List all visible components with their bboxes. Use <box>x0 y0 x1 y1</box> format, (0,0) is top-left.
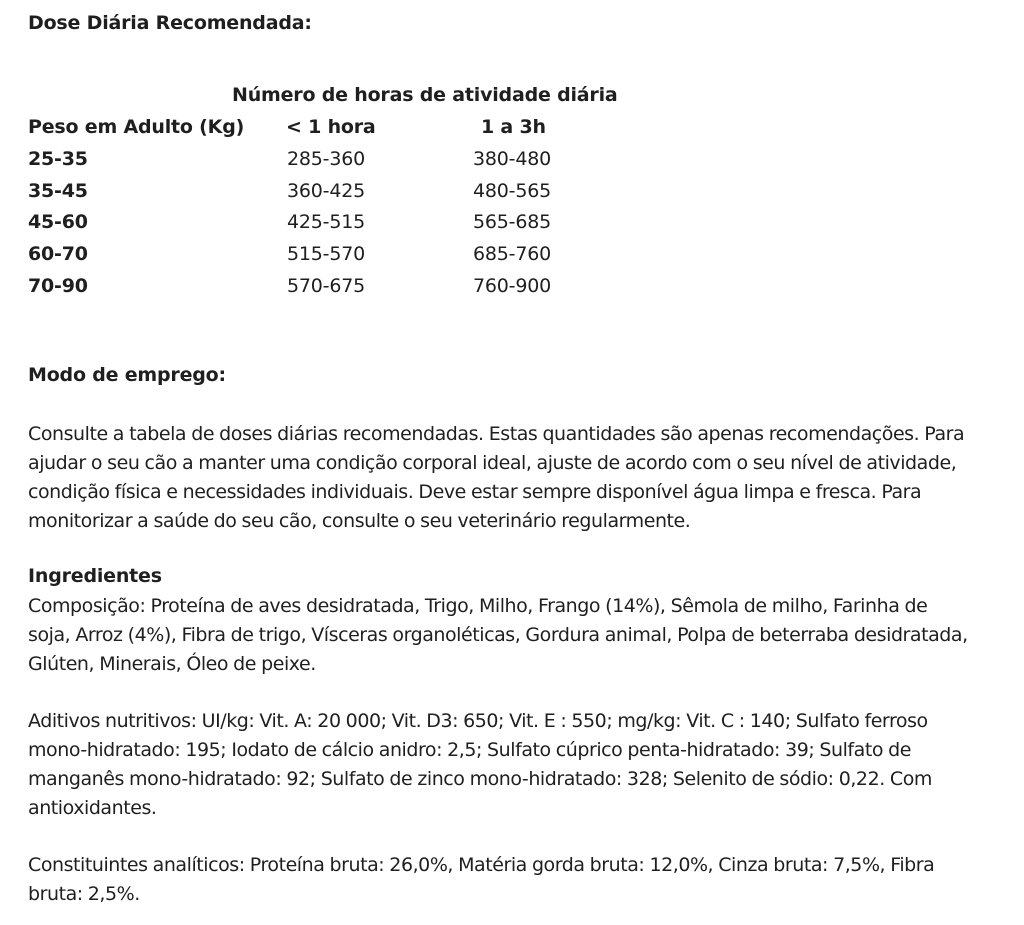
dose-1-to-3h-cell: 685-760 <box>473 243 551 265</box>
dose-under-1h-cell: 425-515 <box>287 211 365 233</box>
dose-1-to-3h-cell: 565-685 <box>473 211 551 233</box>
header-weight: Peso em Adulto (Kg) <box>28 116 245 138</box>
dose-1-to-3h-cell: 760-900 <box>473 275 551 297</box>
analytical-constituents-paragraph: Constituintes analíticos: Proteína bruta: 26,0%, Matéria gorda bruta: 12,0%, Cinza bruta: 7,5%, Fibra bruta: 2,5%. <box>28 854 935 905</box>
weight-cell: 45-60 <box>28 211 88 233</box>
dose-under-1h-cell: 360-425 <box>287 180 365 202</box>
usage-paragraph: Consulte a tabela de doses diárias recomendadas. Estas quantidades são apenas recomendações. Para ajudar o seu cão a manter uma condição corporal ideal, ajuste de acordo com o seu nível de atividade, condição física e necessidades individuais. Deve estar sempre disponível água limpa e fresca. Para monitorizar a saúde do seu cão, consulte o seu veterinário regularmente. <box>28 423 965 532</box>
page-title: Dose Diária Recomendada: <box>28 12 312 34</box>
dose-1-to-3h-cell: 380-480 <box>473 148 551 170</box>
dose-under-1h-cell: 285-360 <box>287 148 365 170</box>
header-under-1-hour: < 1 hora <box>286 116 376 138</box>
table-row <box>28 275 728 303</box>
additives-paragraph: Aditivos nutritivos: UI/kg: Vit. A: 20 000; Vit. D3: 650; Vit. E : 550; mg/kg: Vit. C : 140; Sulfato ferroso mono-hidratado: 195; Iodato de cálcio anidro: 2,5; Sulfato cúprico penta-hidratado: 39; Sulfato de manganês mono-hidratado: 92; Sulfato de zinco mono-hidratado: 328; Selenito de sódio: 0,22. Com antioxidantes. <box>28 710 932 819</box>
header-1-to-3-hours: 1 a 3h <box>481 116 546 138</box>
table-row <box>28 148 728 176</box>
weight-cell: 25-35 <box>28 148 88 170</box>
activity-hours-group-header: Número de horas de atividade diária <box>232 84 618 106</box>
weight-cell: 70-90 <box>28 275 88 297</box>
composition-paragraph: Composição: Proteína de aves desidratada, Trigo, Milho, Frango (14%), Sêmola de milho, Farinha de soja, Arroz (4%), Fibra de trigo, Vísceras organoléticas, Gordura animal, Polpa de beterraba desidratada, Glúten, Minerais, Óleo de peixe. <box>28 595 968 675</box>
weight-cell: 60-70 <box>28 243 88 265</box>
dose-under-1h-cell: 515-570 <box>287 243 365 265</box>
weight-cell: 35-45 <box>28 180 88 202</box>
table-row <box>28 243 728 271</box>
dose-1-to-3h-cell: 480-565 <box>473 180 551 202</box>
ingredients-heading: Ingredientes <box>28 565 162 587</box>
dose-under-1h-cell: 570-675 <box>287 275 365 297</box>
table-row <box>28 211 728 239</box>
table-header-row <box>28 116 728 144</box>
usage-heading: Modo de emprego: <box>28 364 226 386</box>
table-row <box>28 180 728 208</box>
